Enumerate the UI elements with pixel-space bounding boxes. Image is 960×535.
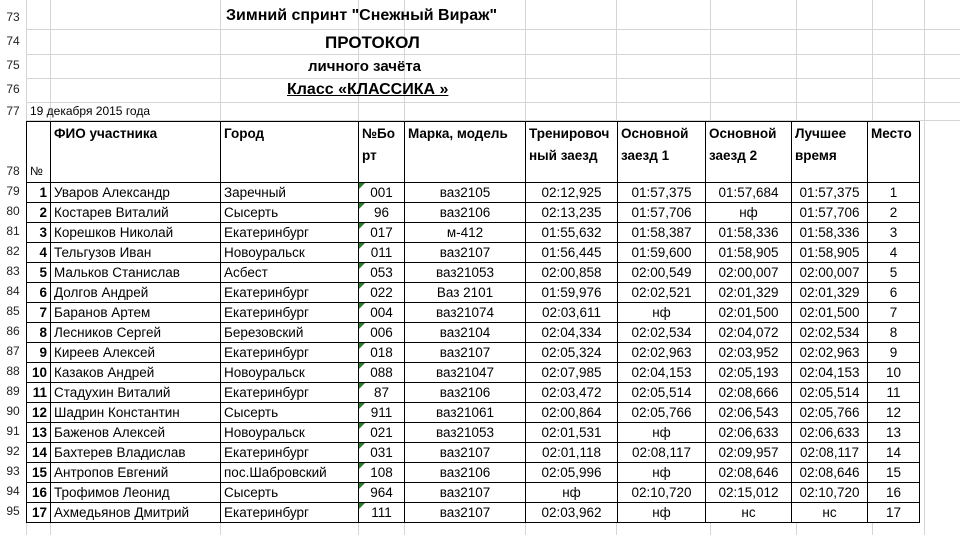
cell-no[interactable]: 16 bbox=[27, 483, 51, 503]
cell-model[interactable]: ваз21053 bbox=[405, 263, 526, 283]
cell-main1[interactable]: 02:02,521 bbox=[618, 283, 706, 303]
col-no: № bbox=[27, 122, 51, 183]
cell-city[interactable]: Екатеринбург bbox=[221, 303, 359, 323]
row-number[interactable]: 92 bbox=[6, 444, 20, 458]
results-table bbox=[26, 121, 920, 523]
cell-board[interactable]: 031 bbox=[359, 443, 405, 463]
cell-place[interactable]: 15 bbox=[868, 463, 920, 483]
cell-name[interactable]: Баженов Алексей bbox=[51, 423, 221, 443]
cell-main2[interactable]: 02:05,193 bbox=[706, 363, 792, 383]
cell-board[interactable]: 004 bbox=[359, 303, 405, 323]
cell-place[interactable]: 4 bbox=[868, 243, 920, 263]
cell-city[interactable]: Екатеринбург bbox=[221, 383, 359, 403]
cell-model[interactable]: ваз2104 bbox=[405, 323, 526, 343]
cell-no[interactable]: 12 bbox=[27, 403, 51, 423]
row-number[interactable]: 76 bbox=[6, 82, 20, 96]
cell-city[interactable]: Сысерть bbox=[221, 203, 359, 223]
cell-training[interactable]: 02:03,611 bbox=[526, 303, 618, 323]
cell-model[interactable]: Ваз 2101 bbox=[405, 283, 526, 303]
cell-main2[interactable]: 02:08,666 bbox=[706, 383, 792, 403]
cell-city[interactable]: Березовский bbox=[221, 323, 359, 343]
cell-best[interactable]: 02:01,500 bbox=[792, 303, 868, 323]
cell-city[interactable]: Екатеринбург bbox=[221, 443, 359, 463]
cell-board[interactable]: 87 bbox=[359, 383, 405, 403]
cell-name[interactable]: Костарев Виталий bbox=[51, 203, 221, 223]
cell-best[interactable]: 01:58,905 bbox=[792, 243, 868, 263]
cell-place[interactable]: 7 bbox=[868, 303, 920, 323]
cell-training[interactable]: 02:07,985 bbox=[526, 363, 618, 383]
cell-place[interactable]: 11 bbox=[868, 383, 920, 403]
cell-best[interactable]: 02:05,514 bbox=[792, 383, 868, 403]
row-number[interactable]: 79 bbox=[6, 184, 20, 198]
cell-no[interactable]: 3 bbox=[27, 223, 51, 243]
table-row bbox=[27, 183, 920, 203]
cell-board[interactable]: 022 bbox=[359, 283, 405, 303]
cell-best[interactable]: 02:08,646 bbox=[792, 463, 868, 483]
cell-main2[interactable]: 02:08,646 bbox=[706, 463, 792, 483]
event-title: Зимний спринт "Снежный Вираж" bbox=[226, 7, 498, 24]
cell-main1[interactable]: 01:59,600 bbox=[618, 243, 706, 263]
cell-model[interactable]: м-412 bbox=[405, 223, 526, 243]
row-number[interactable]: 91 bbox=[6, 424, 20, 438]
cell-main1[interactable]: нф bbox=[618, 463, 706, 483]
cell-main1[interactable]: нф bbox=[618, 303, 706, 323]
table-row bbox=[27, 423, 920, 443]
class-title: Класс «КЛАССИКА » bbox=[287, 81, 449, 98]
cell-main1[interactable]: 01:58,387 bbox=[618, 223, 706, 243]
cell-board[interactable]: 017 bbox=[359, 223, 405, 243]
cell-training[interactable]: 02:03,472 bbox=[526, 383, 618, 403]
cell-main2[interactable]: 02:15,012 bbox=[706, 483, 792, 503]
grid-line bbox=[26, 78, 960, 79]
cell-city[interactable]: Екатеринбург bbox=[221, 503, 359, 523]
row-number[interactable]: 81 bbox=[6, 224, 20, 238]
col-board: №Борт bbox=[359, 122, 405, 183]
cell-best[interactable]: 02:06,633 bbox=[792, 423, 868, 443]
row-number[interactable]: 90 bbox=[6, 404, 20, 418]
cell-board[interactable]: 011 bbox=[359, 243, 405, 263]
table-row bbox=[27, 323, 920, 343]
cell-no[interactable]: 4 bbox=[27, 243, 51, 263]
row-number[interactable]: 93 bbox=[6, 464, 20, 478]
cell-main2[interactable]: 01:57,684 bbox=[706, 183, 792, 203]
cell-training[interactable]: 02:00,858 bbox=[526, 263, 618, 283]
cell-city[interactable]: Асбест bbox=[221, 263, 359, 283]
cell-name[interactable]: Шадрин Константин bbox=[51, 403, 221, 423]
row-number[interactable]: 89 bbox=[6, 384, 20, 398]
cell-main1[interactable]: 02:04,153 bbox=[618, 363, 706, 383]
cell-place[interactable]: 16 bbox=[868, 483, 920, 503]
cell-main2[interactable]: 02:00,007 bbox=[706, 263, 792, 283]
cell-name[interactable]: Баранов Артем bbox=[51, 303, 221, 323]
cell-board[interactable]: 911 bbox=[359, 403, 405, 423]
cell-no[interactable]: 7 bbox=[27, 303, 51, 323]
cell-best[interactable]: 02:02,534 bbox=[792, 323, 868, 343]
cell-model[interactable]: ваз2107 bbox=[405, 483, 526, 503]
cell-board[interactable]: 96 bbox=[359, 203, 405, 223]
grid-line bbox=[26, 102, 960, 103]
cell-training[interactable]: 02:13,235 bbox=[526, 203, 618, 223]
cell-name[interactable]: Бахтерев Владислав bbox=[51, 443, 221, 463]
table-row bbox=[27, 363, 920, 383]
cell-main1[interactable]: 02:02,963 bbox=[618, 343, 706, 363]
cell-best[interactable]: 02:04,153 bbox=[792, 363, 868, 383]
cell-training[interactable]: 02:01,118 bbox=[526, 443, 618, 463]
grid-line bbox=[26, 29, 960, 30]
row-number[interactable]: 86 bbox=[6, 324, 20, 338]
cell-best[interactable]: 01:57,706 bbox=[792, 203, 868, 223]
cell-place[interactable]: 10 bbox=[868, 363, 920, 383]
cell-no[interactable]: 10 bbox=[27, 363, 51, 383]
col-place: Место bbox=[868, 122, 920, 183]
cell-no[interactable]: 5 bbox=[27, 263, 51, 283]
cell-place[interactable]: 9 bbox=[868, 343, 920, 363]
row-number[interactable]: 73 bbox=[6, 10, 20, 24]
row-number[interactable]: 80 bbox=[6, 204, 20, 218]
table-row bbox=[27, 483, 920, 503]
cell-no[interactable]: 17 bbox=[27, 503, 51, 523]
cell-city[interactable]: пос.Шабровский bbox=[221, 463, 359, 483]
cell-no[interactable]: 15 bbox=[27, 463, 51, 483]
cell-training[interactable]: 01:56,445 bbox=[526, 243, 618, 263]
cell-board[interactable]: 006 bbox=[359, 323, 405, 343]
cell-training[interactable]: 02:05,324 bbox=[526, 343, 618, 363]
header-row bbox=[27, 122, 920, 183]
table-row bbox=[27, 263, 920, 283]
cell-main1[interactable]: 02:02,534 bbox=[618, 323, 706, 343]
table-row bbox=[27, 503, 920, 523]
cell-name[interactable]: Киреев Алексей bbox=[51, 343, 221, 363]
cell-model[interactable]: ваз2107 bbox=[405, 243, 526, 263]
cell-name[interactable]: Долгов Андрей bbox=[51, 283, 221, 303]
cell-best[interactable]: нс bbox=[792, 503, 868, 523]
col-city: Город bbox=[221, 122, 359, 183]
cell-city[interactable]: Екатеринбург bbox=[221, 343, 359, 363]
row-number[interactable]: 95 bbox=[6, 504, 20, 518]
cell-name[interactable]: Ахмедьянов Дмитрий bbox=[51, 503, 221, 523]
cell-no[interactable]: 13 bbox=[27, 423, 51, 443]
protocol-title: ПРОТОКОЛ bbox=[325, 33, 420, 52]
cell-model[interactable]: ваз2107 bbox=[405, 503, 526, 523]
row-number[interactable]: 75 bbox=[6, 58, 20, 72]
cell-main2[interactable]: 02:01,329 bbox=[706, 283, 792, 303]
cell-no[interactable]: 9 bbox=[27, 343, 51, 363]
cell-best[interactable]: 02:10,720 bbox=[792, 483, 868, 503]
cell-best[interactable]: 01:58,336 bbox=[792, 223, 868, 243]
cell-name[interactable]: Трофимов Леонид bbox=[51, 483, 221, 503]
cell-name[interactable]: Лесников Сергей bbox=[51, 323, 221, 343]
cell-place[interactable]: 5 bbox=[868, 263, 920, 283]
cell-no[interactable]: 1 bbox=[27, 183, 51, 203]
cell-training[interactable]: 02:12,925 bbox=[526, 183, 618, 203]
cell-city[interactable]: Заречный bbox=[221, 183, 359, 203]
cell-no[interactable]: 8 bbox=[27, 323, 51, 343]
cell-model[interactable]: ваз21061 bbox=[405, 403, 526, 423]
cell-best[interactable]: 02:02,963 bbox=[792, 343, 868, 363]
cell-board[interactable]: 021 bbox=[359, 423, 405, 443]
cell-training[interactable]: 02:05,996 bbox=[526, 463, 618, 483]
cell-place[interactable]: 6 bbox=[868, 283, 920, 303]
cell-main2[interactable]: 01:58,905 bbox=[706, 243, 792, 263]
cell-no[interactable]: 6 bbox=[27, 283, 51, 303]
cell-board[interactable]: 088 bbox=[359, 363, 405, 383]
cell-place[interactable]: 3 bbox=[868, 223, 920, 243]
grid-line bbox=[26, 54, 960, 55]
cell-city[interactable]: Сысерть bbox=[221, 483, 359, 503]
cell-best[interactable]: 02:00,007 bbox=[792, 263, 868, 283]
row-number[interactable]: 82 bbox=[6, 244, 20, 258]
cell-board[interactable]: 018 bbox=[359, 343, 405, 363]
cell-model[interactable]: ваз2107 bbox=[405, 343, 526, 363]
event-date: 19 декабря 2015 года bbox=[30, 104, 151, 118]
cell-main2[interactable]: 02:06,543 bbox=[706, 403, 792, 423]
cell-main2[interactable]: 01:58,336 bbox=[706, 223, 792, 243]
table-row bbox=[27, 443, 920, 463]
cell-place[interactable]: 8 bbox=[868, 323, 920, 343]
row-number[interactable]: 77 bbox=[6, 104, 20, 118]
cell-main1[interactable]: 02:08,117 bbox=[618, 443, 706, 463]
cell-name[interactable]: Корешков Николай bbox=[51, 223, 221, 243]
cell-city[interactable]: Новоуральск bbox=[221, 423, 359, 443]
table-row bbox=[27, 463, 920, 483]
cell-board[interactable]: 053 bbox=[359, 263, 405, 283]
cell-main2[interactable]: 02:03,952 bbox=[706, 343, 792, 363]
col-main1: Основной заезд 1 bbox=[618, 122, 706, 183]
row-number[interactable]: 83 bbox=[6, 264, 20, 278]
cell-city[interactable]: Сысерть bbox=[221, 403, 359, 423]
cell-main1[interactable]: 02:00,549 bbox=[618, 263, 706, 283]
cell-training[interactable]: 02:03,962 bbox=[526, 503, 618, 523]
cell-model[interactable]: ваз21047 bbox=[405, 363, 526, 383]
cell-place[interactable]: 2 bbox=[868, 203, 920, 223]
cell-best[interactable]: 02:05,766 bbox=[792, 403, 868, 423]
table-row bbox=[27, 383, 920, 403]
cell-main2[interactable]: 02:01,500 bbox=[706, 303, 792, 323]
cell-training[interactable]: 02:01,531 bbox=[526, 423, 618, 443]
col-model: Марка, модель bbox=[405, 122, 526, 183]
cell-model[interactable]: ваз2106 bbox=[405, 203, 526, 223]
table-row bbox=[27, 223, 920, 243]
row-number[interactable]: 84 bbox=[6, 284, 20, 298]
row-number[interactable]: 78 bbox=[6, 164, 20, 178]
results-body bbox=[27, 183, 920, 523]
cell-model[interactable]: ваз2106 bbox=[405, 383, 526, 403]
cell-training[interactable]: 01:59,976 bbox=[526, 283, 618, 303]
cell-name[interactable]: Стадухин Виталий bbox=[51, 383, 221, 403]
cell-best[interactable]: 02:01,329 bbox=[792, 283, 868, 303]
cell-no[interactable]: 14 bbox=[27, 443, 51, 463]
cell-model[interactable]: ваз2106 bbox=[405, 463, 526, 483]
cell-model[interactable]: ваз21074 bbox=[405, 303, 526, 323]
row-number[interactable]: 85 bbox=[6, 304, 20, 318]
cell-place[interactable]: 1 bbox=[868, 183, 920, 203]
cell-best[interactable]: 02:08,117 bbox=[792, 443, 868, 463]
cell-main1[interactable]: 02:10,720 bbox=[618, 483, 706, 503]
row-number[interactable]: 88 bbox=[6, 364, 20, 378]
cell-board[interactable]: 108 bbox=[359, 463, 405, 483]
cell-name[interactable]: Тельгузов Иван bbox=[51, 243, 221, 263]
cell-city[interactable]: Новоуральск bbox=[221, 243, 359, 263]
cell-main1[interactable]: 01:57,706 bbox=[618, 203, 706, 223]
subtitle-personal: личного зачёта bbox=[308, 58, 422, 75]
cell-place[interactable]: 13 bbox=[868, 423, 920, 443]
cell-name[interactable]: Мальков Станислав bbox=[51, 263, 221, 283]
cell-board[interactable]: 964 bbox=[359, 483, 405, 503]
cell-main2[interactable]: 02:09,957 bbox=[706, 443, 792, 463]
cell-main2[interactable]: нф bbox=[706, 203, 792, 223]
cell-no[interactable]: 11 bbox=[27, 383, 51, 403]
cell-training[interactable]: 02:00,864 bbox=[526, 403, 618, 423]
cell-board[interactable]: 111 bbox=[359, 503, 405, 523]
table-row bbox=[27, 403, 920, 423]
cell-model[interactable]: ваз2107 bbox=[405, 443, 526, 463]
cell-training[interactable]: нф bbox=[526, 483, 618, 503]
cell-city[interactable]: Новоуральск bbox=[221, 363, 359, 383]
cell-main1[interactable]: 01:57,375 bbox=[618, 183, 706, 203]
table-row bbox=[27, 343, 920, 363]
cell-city[interactable]: Екатеринбург bbox=[221, 283, 359, 303]
cell-best[interactable]: 01:57,375 bbox=[792, 183, 868, 203]
cell-training[interactable]: 01:55,632 bbox=[526, 223, 618, 243]
cell-name[interactable]: Антропов Евгений bbox=[51, 463, 221, 483]
cell-place[interactable]: 12 bbox=[868, 403, 920, 423]
table-row bbox=[27, 243, 920, 263]
cell-main1[interactable]: 02:05,514 bbox=[618, 383, 706, 403]
col-main2: Основной заезд 2 bbox=[706, 122, 792, 183]
cell-training[interactable]: 02:04,334 bbox=[526, 323, 618, 343]
cell-name[interactable]: Казаков Андрей bbox=[51, 363, 221, 383]
table-row bbox=[27, 283, 920, 303]
cell-name[interactable]: Уваров Александр bbox=[51, 183, 221, 203]
row-number[interactable]: 74 bbox=[6, 34, 20, 48]
row-number[interactable]: 87 bbox=[6, 344, 20, 358]
cell-main1[interactable]: 02:05,766 bbox=[618, 403, 706, 423]
table-row bbox=[27, 303, 920, 323]
grid-line bbox=[924, 0, 925, 535]
cell-no[interactable]: 2 bbox=[27, 203, 51, 223]
cell-place[interactable]: 17 bbox=[868, 503, 920, 523]
cell-main1[interactable]: нф bbox=[618, 503, 706, 523]
col-best: Лучшее время bbox=[792, 122, 868, 183]
cell-main1[interactable]: нф bbox=[618, 423, 706, 443]
cell-place[interactable]: 14 bbox=[868, 443, 920, 463]
cell-board[interactable]: 001 bbox=[359, 183, 405, 203]
cell-model[interactable]: ваз2105 bbox=[405, 183, 526, 203]
table-row bbox=[27, 203, 920, 223]
cell-city[interactable]: Екатеринбург bbox=[221, 223, 359, 243]
col-training: Тренировочный заезд bbox=[526, 122, 618, 183]
cell-main2[interactable]: 02:04,072 bbox=[706, 323, 792, 343]
row-number[interactable]: 94 bbox=[6, 484, 20, 498]
cell-main2[interactable]: нс bbox=[706, 503, 792, 523]
cell-main2[interactable]: 02:06,633 bbox=[706, 423, 792, 443]
cell-model[interactable]: ваз21053 bbox=[405, 423, 526, 443]
col-name: ФИО участника bbox=[51, 122, 221, 183]
